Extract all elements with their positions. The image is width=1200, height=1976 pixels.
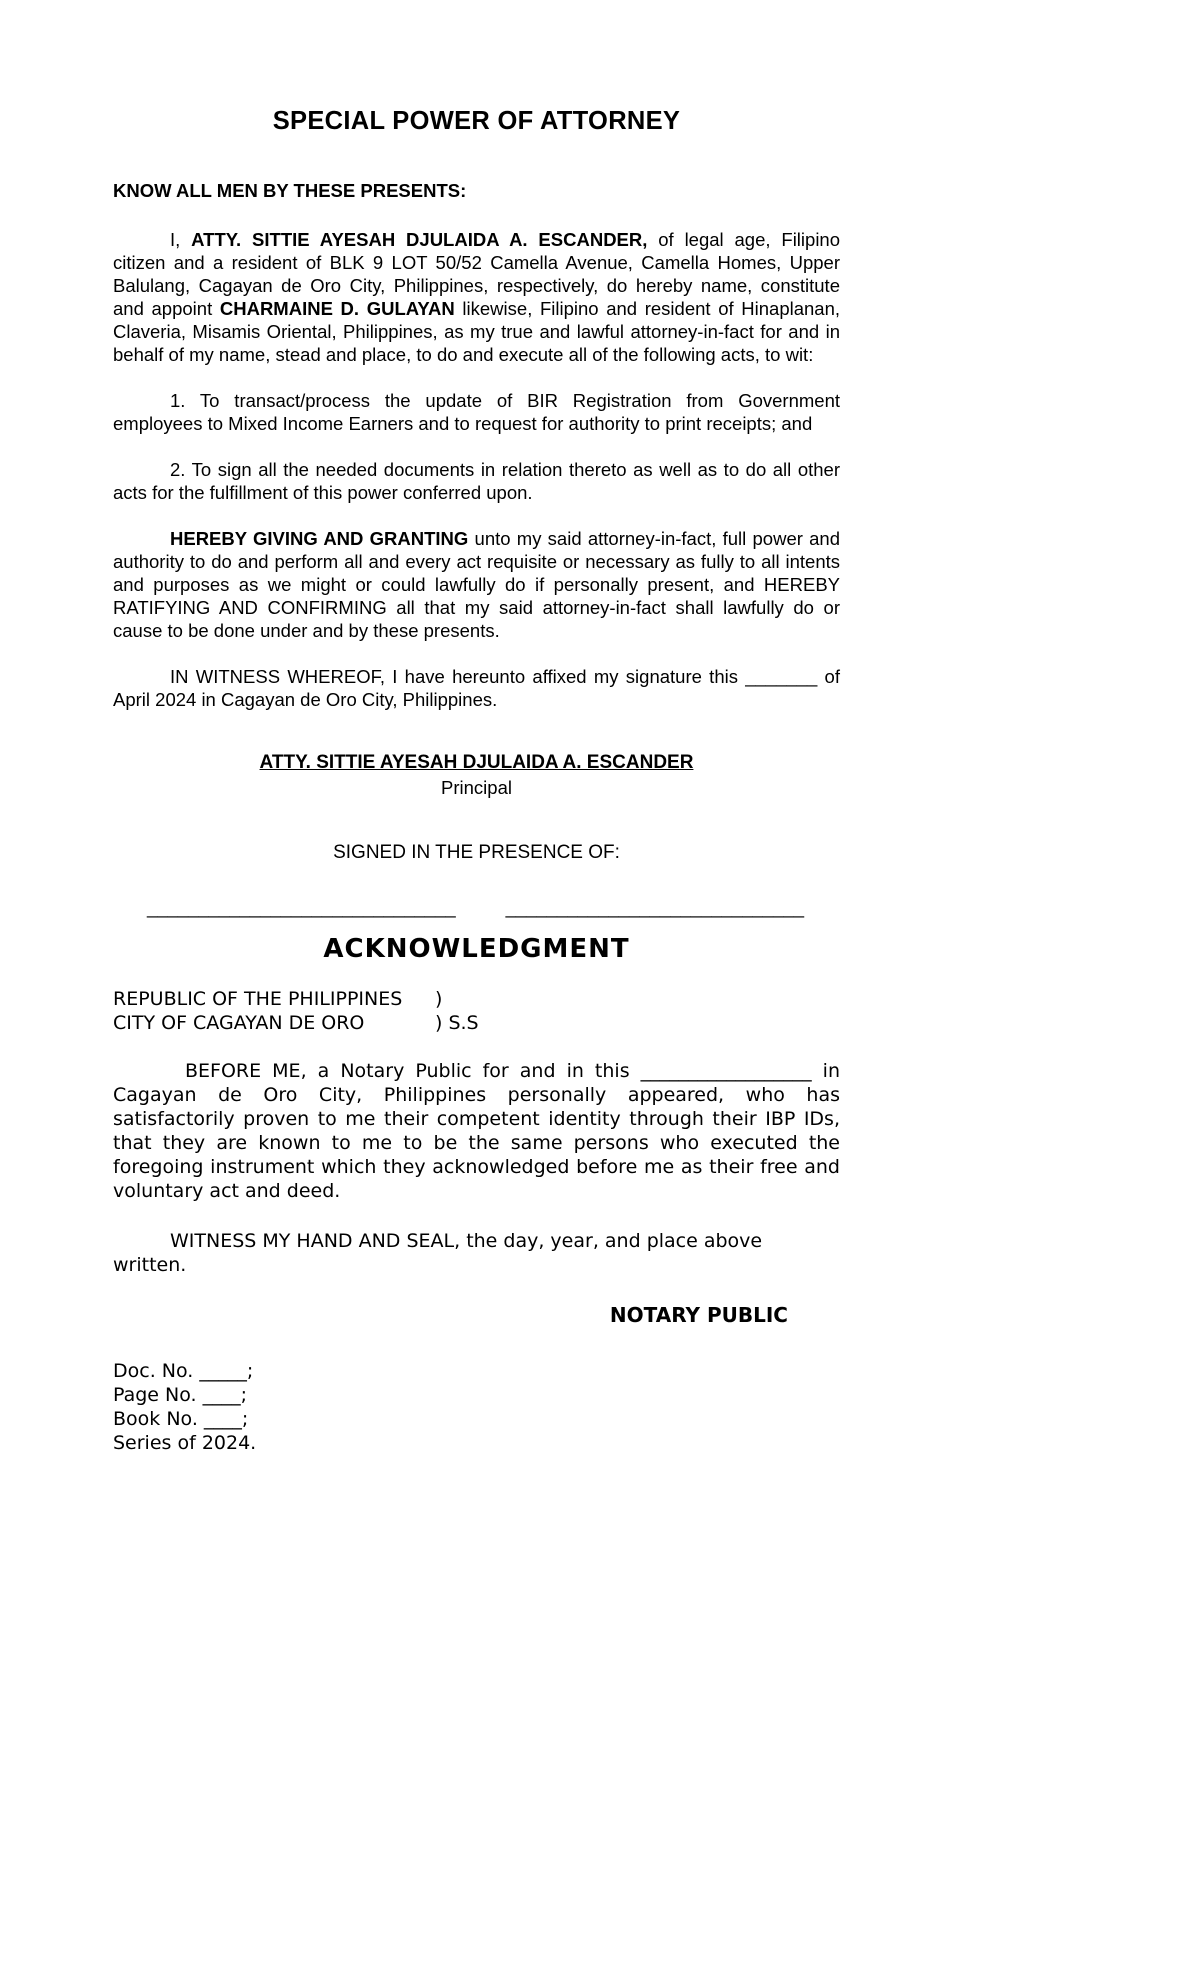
before-me-paragraph: BEFORE ME, a Notary Public for and in this __________________ in Cagayan de Oro City, Philippines personally appeared, who has satisfactorily proven to me their competent identity through their IBP IDs, that they are known to me to be the same persons who executed the foregoing instrument which they acknowledged before me as their free and voluntary act and deed. — [113, 1060, 840, 1202]
text-run: HEREBY GIVING AND GRANTING — [170, 528, 469, 549]
book-no-line: Book No. ____; — [113, 1408, 249, 1430]
page-no-line: Page No. ____; — [113, 1384, 248, 1406]
intro-paragraph — [113, 228, 840, 366]
salutation: KNOW ALL MEN BY THESE PRESENTS: — [113, 180, 467, 201]
acknowledgment-section — [113, 934, 840, 1455]
witness-whereof-paragraph: IN WITNESS WHEREOF, I have hereunto affixed my signature this _______ of April 2024 in Cagayan de Oro City, Philippines. — [113, 666, 840, 710]
text-run: ATTY. SITTIE AYESAH DJULAIDA A. ESCANDER, — [191, 229, 648, 250]
principal-signature-block — [113, 751, 840, 799]
acknowledgment-heading: ACKNOWLEDGMENT — [323, 934, 630, 964]
notarial-registry-block — [113, 1359, 840, 1455]
notary-public-label: NOTARY PUBLIC — [609, 1303, 788, 1327]
text-run: CHARMAINE D. GULAYAN — [219, 298, 455, 319]
witness-signature-line-left: ______________________________ — [147, 897, 456, 918]
venue-republic-mark: ) — [435, 988, 443, 1010]
venue-republic-line — [113, 987, 840, 1011]
witness-signature-lines — [113, 896, 840, 919]
document-body — [113, 107, 841, 1455]
document-title: SPECIAL POWER OF ATTORNEY — [272, 107, 681, 135]
principal-signature-name: ATTY. SITTIE AYESAH DJULAIDA A. ESCANDER — [259, 752, 694, 773]
enumerated-item-1: 1. To transact/process the update of BIR Registration from Government employees to Mixed Income Earners and to request for authority to print receipts; and — [113, 390, 840, 434]
granting-paragraph — [113, 527, 840, 642]
witness-signature-line-right: _____________________________ — [505, 897, 804, 918]
principal-role-label: Principal — [441, 777, 512, 798]
venue-block — [113, 987, 840, 1035]
text-run: unto my said attorney-in-fact, full power and authority to do and perform all and every act requisite or necessary as fully to all intents and purposes as we might or could lawfully do if personally present, and HEREBY RATIFYING AND CONFIRMING all that my said attorney-in-fact shall lawfully do or cause to be done under and by these presents. — [113, 528, 840, 641]
venue-city-label: CITY OF CAGAYAN DE ORO — [113, 1012, 365, 1034]
venue-republic-label: REPUBLIC OF THE PHILIPPINES — [113, 988, 403, 1010]
doc-no-line: Doc. No. _____; — [113, 1360, 254, 1382]
text-run: likewise, Filipino and resident of Hinaplanan, Claveria, Misamis Oriental, Philippines, as my true and lawful attorney-in-fact for and in behalf of my name, stead and place, to do and execute all of the following acts, to wit: — [113, 298, 841, 365]
enumerated-item-2: 2. To sign all the needed documents in relation thereto as well as to do all other acts for the fulfillment of this power conferred upon. — [113, 459, 840, 503]
presence-heading: SIGNED IN THE PRESENCE OF: — [333, 842, 620, 863]
venue-city-line — [113, 1011, 840, 1035]
venue-city-mark: ) S.S — [435, 1012, 479, 1034]
spa-section — [113, 107, 841, 919]
hand-and-seal-paragraph: WITNESS MY HAND AND SEAL, the day, year, and place above written. — [113, 1230, 763, 1276]
series-line: Series of 2024. — [113, 1432, 257, 1454]
text-run: of legal age, Filipino citizen and a resident of BLK 9 LOT 50/52 Camella Avenue, Camella Homes, Upper Balulang, Cagayan de Oro City, Philippines, respectively, do hereby name, constitute and appoint — [113, 229, 841, 319]
text-run: I, — [170, 229, 192, 250]
